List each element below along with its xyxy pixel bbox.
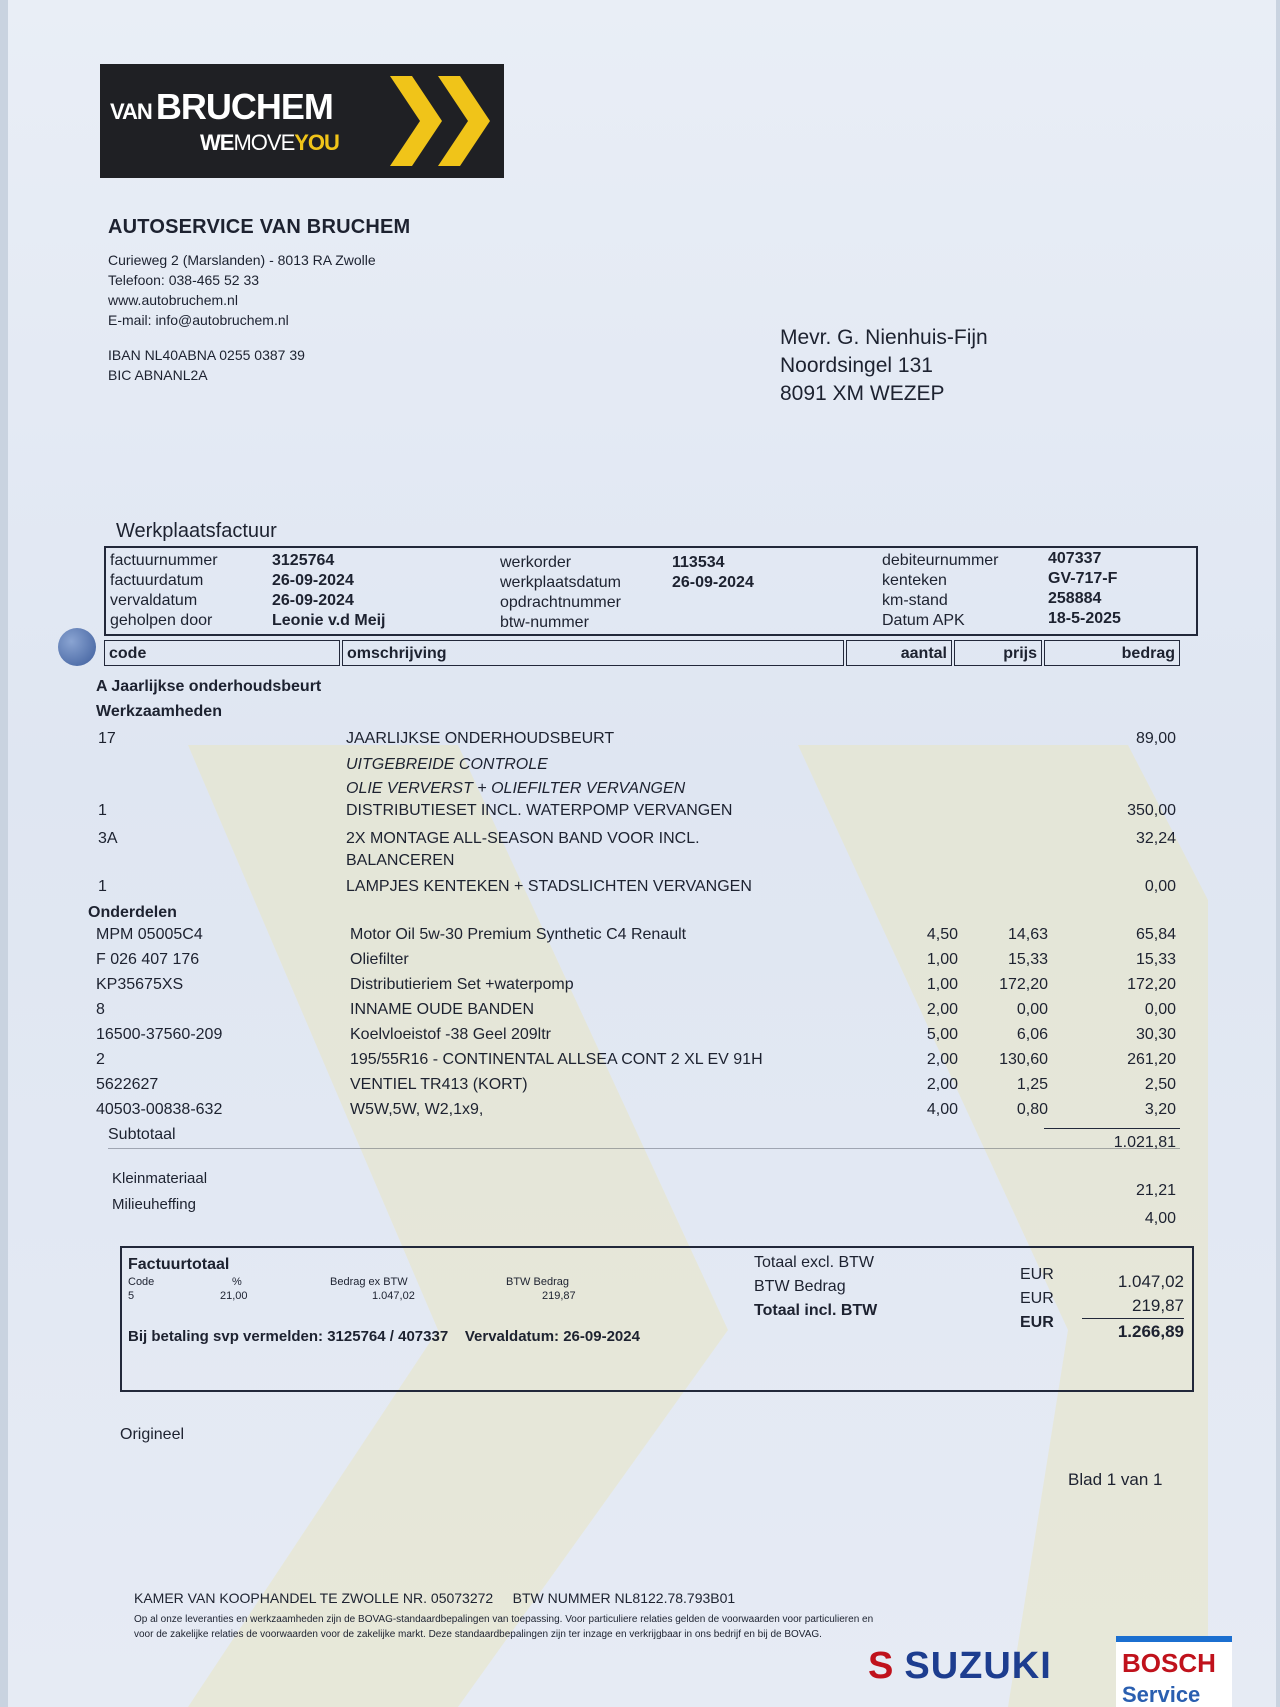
label-btw-nummer: btw-nummer bbox=[500, 614, 589, 631]
value-factuurdatum: 26-09-2024 bbox=[272, 572, 354, 589]
btw-bedrag-small-value: 219,87 bbox=[542, 1290, 576, 1302]
total-rule bbox=[1082, 1318, 1184, 1319]
column-code: code bbox=[104, 640, 340, 666]
part-prijs: 130,60 bbox=[999, 1051, 1048, 1068]
currency-excl: EUR bbox=[1020, 1266, 1054, 1283]
invoice-header-box bbox=[104, 546, 1198, 636]
company-phone: Telefoon: 038-465 52 33 bbox=[108, 272, 260, 288]
onderdelen-heading: Onderdelen bbox=[88, 904, 177, 921]
company-logo: VAN BRUCHEM WEMOVEYOU bbox=[100, 64, 504, 178]
werk-bedrag: 32,24 bbox=[1135, 830, 1176, 847]
werk-code: 17 bbox=[98, 730, 116, 747]
werk-code: 1 bbox=[98, 878, 107, 895]
part-bedrag: 172,20 bbox=[1127, 976, 1176, 993]
value-factuurnummer: 3125764 bbox=[272, 552, 335, 569]
company-email: E-mail: info@autobruchem.nl bbox=[108, 312, 289, 328]
recipient-city: 8091 XM WEZEP bbox=[780, 382, 945, 405]
werk-bedrag: 89,00 bbox=[1135, 730, 1176, 747]
werk-bedrag: 350,00 bbox=[1127, 802, 1176, 819]
werk-description: LAMPJES KENTEKEN + STADSLICHTEN VERVANGEN bbox=[346, 878, 752, 895]
milieuheffing-label: Milieuheffing bbox=[112, 1196, 196, 1213]
btw-bedrag-value: 219,87 bbox=[1132, 1296, 1184, 1315]
value-werkplaatsdatum: 26-09-2024 bbox=[672, 574, 754, 591]
label-km-stand: km-stand bbox=[882, 592, 948, 609]
part-bedrag: 3,20 bbox=[1144, 1101, 1176, 1118]
part-description: W5W,5W, W2,1x9, bbox=[350, 1101, 484, 1118]
part-code: MPM 05005C4 bbox=[96, 926, 203, 943]
bedrag-ex-btw-value: 1.047,02 bbox=[372, 1290, 415, 1302]
footer-kvk: KAMER VAN KOOPHANDEL TE ZWOLLE NR. 05073272 BTW NUMMER NL8122.78.793B01 bbox=[134, 1590, 736, 1606]
part-prijs: 15,33 bbox=[1007, 951, 1048, 968]
part-code: 16500-37560-209 bbox=[96, 1026, 223, 1043]
part-bedrag: 261,20 bbox=[1127, 1051, 1176, 1068]
part-aantal: 1,00 bbox=[926, 976, 958, 993]
part-code: 40503-00838-632 bbox=[96, 1101, 223, 1118]
part-prijs: 0,80 bbox=[1016, 1101, 1048, 1118]
recipient-address bbox=[780, 324, 988, 408]
label-debiteurnummer: debiteurnummer bbox=[882, 552, 999, 569]
page-indicator: Blad 1 van 1 bbox=[1068, 1470, 1163, 1489]
subtotal-rule bbox=[1044, 1128, 1180, 1129]
part-description: INNAME OUDE BANDEN bbox=[350, 1001, 535, 1018]
part-prijs: 0,00 bbox=[1016, 1001, 1048, 1018]
punch-hole bbox=[58, 628, 96, 666]
company-address: Curieweg 2 (Marslanden) - 8013 RA Zwolle bbox=[108, 252, 376, 268]
payment-reference: Bij betaling svp vermelden: 3125764 / 407337 Vervaldatum: 26-09-2024 bbox=[128, 1328, 640, 1345]
part-aantal: 4,00 bbox=[926, 1101, 958, 1118]
footer-terms: Op al onze leveranties en werkzaamheden zijn de BOVAG-standaardbepalingen van toepassing. Voor particuliere relaties gelden de voorwaarden voor particulieren en voor de zakelijke relaties de voorwaarden voor de zakelijke markt. Deze standaardbepalingen zijn ter inzage en verkrijgbaar in ons bedrijf en bij de BOVAG. bbox=[134, 1614, 874, 1640]
part-code: 5622627 bbox=[96, 1076, 159, 1093]
currency-btw: EUR bbox=[1020, 1290, 1054, 1307]
subtotal-divider bbox=[108, 1148, 1180, 1149]
vat-pct-label: % bbox=[232, 1276, 242, 1288]
part-aantal: 1,00 bbox=[926, 951, 958, 968]
recipient-name: Mevr. G. Nienhuis-Fijn bbox=[780, 326, 988, 349]
part-description: VENTIEL TR413 (KORT) bbox=[350, 1076, 528, 1093]
origineel-label: Origineel bbox=[120, 1426, 185, 1443]
part-prijs: 6,06 bbox=[1016, 1026, 1048, 1043]
part-prijs: 172,20 bbox=[999, 976, 1048, 993]
bosch-service-logo: BOSCH Service bbox=[1116, 1636, 1232, 1707]
value-vervaldatum: 26-09-2024 bbox=[272, 592, 354, 609]
value-geholpen: Leonie v.d Meij bbox=[272, 612, 386, 629]
part-prijs: 1,25 bbox=[1016, 1076, 1048, 1093]
label-opdrachtnummer: opdrachtnummer bbox=[500, 594, 621, 611]
part-description: Distributieriem Set +waterpomp bbox=[350, 976, 574, 993]
part-bedrag: 15,33 bbox=[1135, 951, 1176, 968]
column-aantal: aantal bbox=[846, 640, 952, 666]
column-prijs: prijs bbox=[954, 640, 1042, 666]
invoice-paper bbox=[8, 0, 1276, 1707]
part-aantal: 2,00 bbox=[926, 1051, 958, 1068]
company-iban: IBAN NL40ABNA 0255 0387 39 bbox=[108, 347, 305, 363]
label-werkplaatsdatum: werkplaatsdatum bbox=[500, 574, 621, 591]
label-kenteken: kenteken bbox=[882, 572, 947, 589]
document-title: Werkplaatsfactuur bbox=[116, 520, 277, 542]
totaal-excl-label: Totaal excl. BTW bbox=[754, 1254, 875, 1271]
vat-pct-value: 21,00 bbox=[220, 1290, 248, 1302]
vat-code-value: 5 bbox=[128, 1290, 135, 1302]
part-description: Koelvloeistof -38 Geel 209ltr bbox=[350, 1026, 551, 1043]
column-omschrijving: omschrijving bbox=[342, 640, 844, 666]
part-aantal: 2,00 bbox=[926, 1076, 958, 1093]
value-debiteurnummer: 407337 bbox=[1048, 550, 1102, 567]
vat-code-label: Code bbox=[128, 1276, 155, 1288]
part-description: Oliefilter bbox=[350, 951, 409, 968]
chevron-logo-icon bbox=[390, 76, 500, 166]
section-title: A Jaarlijkse onderhoudsbeurt bbox=[96, 678, 322, 695]
part-bedrag: 2,50 bbox=[1144, 1076, 1176, 1093]
part-aantal: 5,00 bbox=[926, 1026, 958, 1043]
part-code: F 026 407 176 bbox=[96, 951, 200, 968]
recipient-street: Noordsingel 131 bbox=[780, 354, 933, 377]
werk-code: 1 bbox=[98, 802, 107, 819]
werk-description: BALANCEREN bbox=[346, 852, 455, 869]
part-aantal: 4,50 bbox=[926, 926, 958, 943]
kleinmateriaal-value: 21,21 bbox=[1135, 1182, 1176, 1199]
suzuki-logo: S SUZUKI bbox=[868, 1645, 1052, 1687]
value-datum-apk: 18-5-2025 bbox=[1048, 610, 1121, 627]
subtotaal-label: Subtotaal bbox=[108, 1126, 176, 1143]
part-aantal: 2,00 bbox=[926, 1001, 958, 1018]
factuurtotaal-title: Factuurtotaal bbox=[128, 1256, 230, 1273]
label-geholpen: geholpen door bbox=[110, 612, 213, 629]
totaal-incl-value: 1.266,89 bbox=[1117, 1322, 1184, 1341]
label-vervaldatum: vervaldatum bbox=[110, 592, 198, 609]
totaal-incl-label: Totaal incl. BTW bbox=[754, 1302, 878, 1319]
totaal-excl-value: 1.047,02 bbox=[1117, 1272, 1184, 1291]
milieuheffing-value: 4,00 bbox=[1144, 1210, 1176, 1227]
value-km-stand: 258884 bbox=[1048, 590, 1102, 607]
bedrag-ex-btw-label: Bedrag ex BTW bbox=[330, 1276, 408, 1288]
part-bedrag: 65,84 bbox=[1135, 926, 1176, 943]
kleinmateriaal-label: Kleinmateriaal bbox=[112, 1170, 208, 1187]
werk-description: JAARLIJKSE ONDERHOUDSBEURT bbox=[346, 730, 615, 747]
value-kenteken: GV-717-F bbox=[1048, 570, 1118, 587]
part-prijs: 14,63 bbox=[1007, 926, 1048, 943]
btw-bedrag-small-label: BTW Bedrag bbox=[506, 1276, 569, 1288]
btw-bedrag-label: BTW Bedrag bbox=[754, 1278, 846, 1295]
part-code: KP35675XS bbox=[96, 976, 184, 993]
werk-bedrag: 0,00 bbox=[1144, 878, 1176, 895]
company-name: AUTOSERVICE VAN BRUCHEM bbox=[108, 216, 411, 238]
currency-incl: EUR bbox=[1020, 1314, 1054, 1331]
company-bic: BIC ABNANL2A bbox=[108, 367, 208, 383]
werk-description: OLIE VERVERST + OLIEFILTER VERVANGEN bbox=[346, 780, 686, 797]
label-factuurdatum: factuurdatum bbox=[110, 572, 204, 589]
werk-code: 3A bbox=[98, 830, 118, 847]
part-code: 2 bbox=[96, 1051, 105, 1068]
part-description: 195/55R16 - CONTINENTAL ALLSEA CONT 2 XL EV 91H bbox=[350, 1051, 763, 1068]
werk-description: DISTRIBUTIESET INCL. WATERPOMP VERVANGEN bbox=[346, 802, 733, 819]
column-bedrag: bedrag bbox=[1044, 640, 1180, 666]
totals-box bbox=[120, 1246, 1194, 1392]
part-description: Motor Oil 5w-30 Premium Synthetic C4 Renault bbox=[350, 926, 687, 943]
part-bedrag: 0,00 bbox=[1144, 1001, 1176, 1018]
company-website: www.autobruchem.nl bbox=[108, 292, 238, 308]
werkzaamheden-heading: Werkzaamheden bbox=[96, 703, 222, 720]
label-werkorder: werkorder bbox=[500, 554, 572, 571]
value-werkorder: 113534 bbox=[672, 554, 725, 571]
label-factuurnummer: factuurnummer bbox=[110, 552, 218, 569]
part-code: 8 bbox=[96, 1001, 105, 1018]
part-bedrag: 30,30 bbox=[1135, 1026, 1176, 1043]
suzuki-s-icon: S bbox=[868, 1645, 895, 1687]
subtotaal-value: 1.021,81 bbox=[1113, 1134, 1176, 1151]
werk-description: UITGEBREIDE CONTROLE bbox=[346, 756, 548, 773]
label-datum-apk: Datum APK bbox=[882, 612, 965, 629]
werk-description: 2X MONTAGE ALL-SEASON BAND VOOR INCL. bbox=[346, 830, 700, 847]
